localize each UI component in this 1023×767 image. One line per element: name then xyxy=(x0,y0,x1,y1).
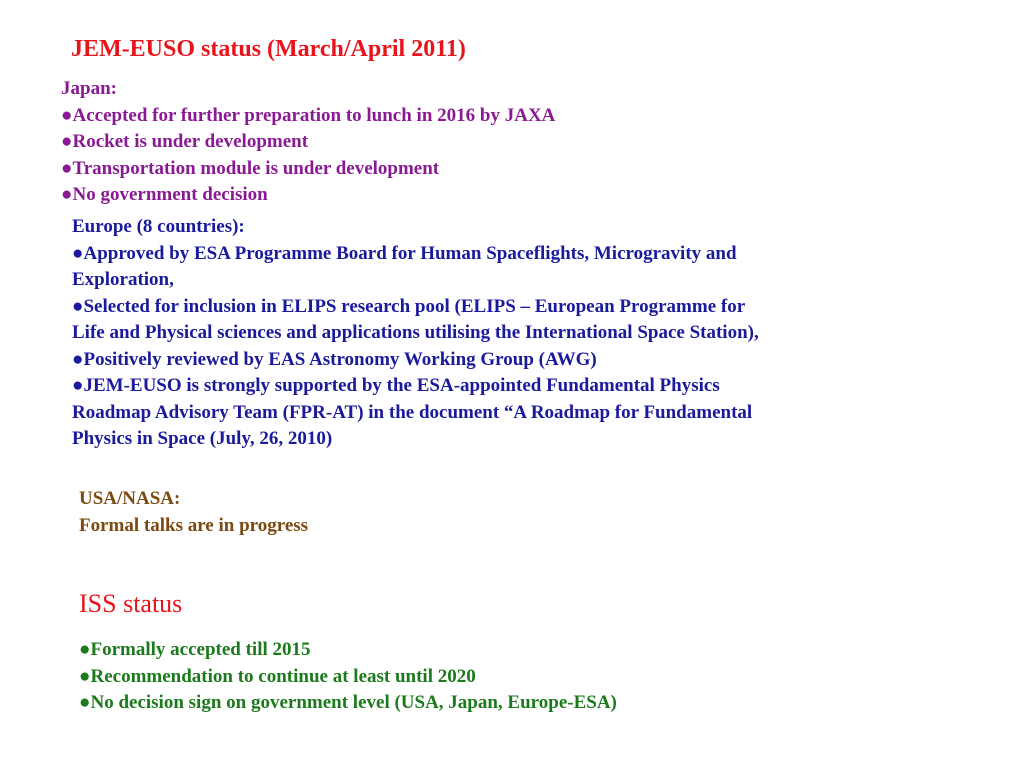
japan-item: ●Transportation module is under development xyxy=(61,157,440,179)
europe-heading: Europe (8 countries): xyxy=(72,216,245,237)
japan-heading: Japan: xyxy=(61,78,117,99)
europe-line: Physics in Space (July, 26, 2010) xyxy=(72,428,333,449)
japan-section xyxy=(61,76,555,209)
japan-item: ●Accepted for further preparation to lunch in 2016 by JAXA xyxy=(61,104,556,126)
usa-heading: USA/NASA: xyxy=(79,488,181,509)
japan-item: ●Rocket is under development xyxy=(61,131,309,152)
europe-line: Roadmap Advisory Team (FPR-AT) in the document “A Roadmap for Fundamental xyxy=(72,401,753,423)
europe-line: Life and Physical sciences and applications utilising the International Space Station), xyxy=(72,322,759,343)
europe-line: ●Positively reviewed by EAS Astronomy Working Group (AWG) xyxy=(72,348,597,370)
europe-line: ●Selected for inclusion in ELIPS research pool (ELIPS – European Programme for xyxy=(72,295,746,317)
iss-item: ●Recommendation to continue at least until 2020 xyxy=(79,665,476,687)
usa-section xyxy=(79,486,308,539)
iss-section-title: ISS status xyxy=(79,589,183,618)
europe-line: ●Approved by ESA Programme Board for Human Spaceflights, Microgravity and xyxy=(72,242,737,264)
page-title: JEM-EUSO status (March/April 2011) xyxy=(71,36,466,62)
europe-line: ●JEM-EUSO is strongly supported by the ESA-appointed Fundamental Physics xyxy=(72,375,720,396)
europe-section xyxy=(72,214,759,453)
usa-text: Formal talks are in progress xyxy=(79,514,309,536)
iss-section xyxy=(79,637,617,717)
iss-item: ●No decision sign on government level (USA, Japan, Europe-ESA) xyxy=(79,692,617,713)
japan-item: ●No government decision xyxy=(61,184,268,205)
europe-line: Exploration, xyxy=(72,269,174,290)
iss-item: ●Formally accepted till 2015 xyxy=(79,639,311,660)
